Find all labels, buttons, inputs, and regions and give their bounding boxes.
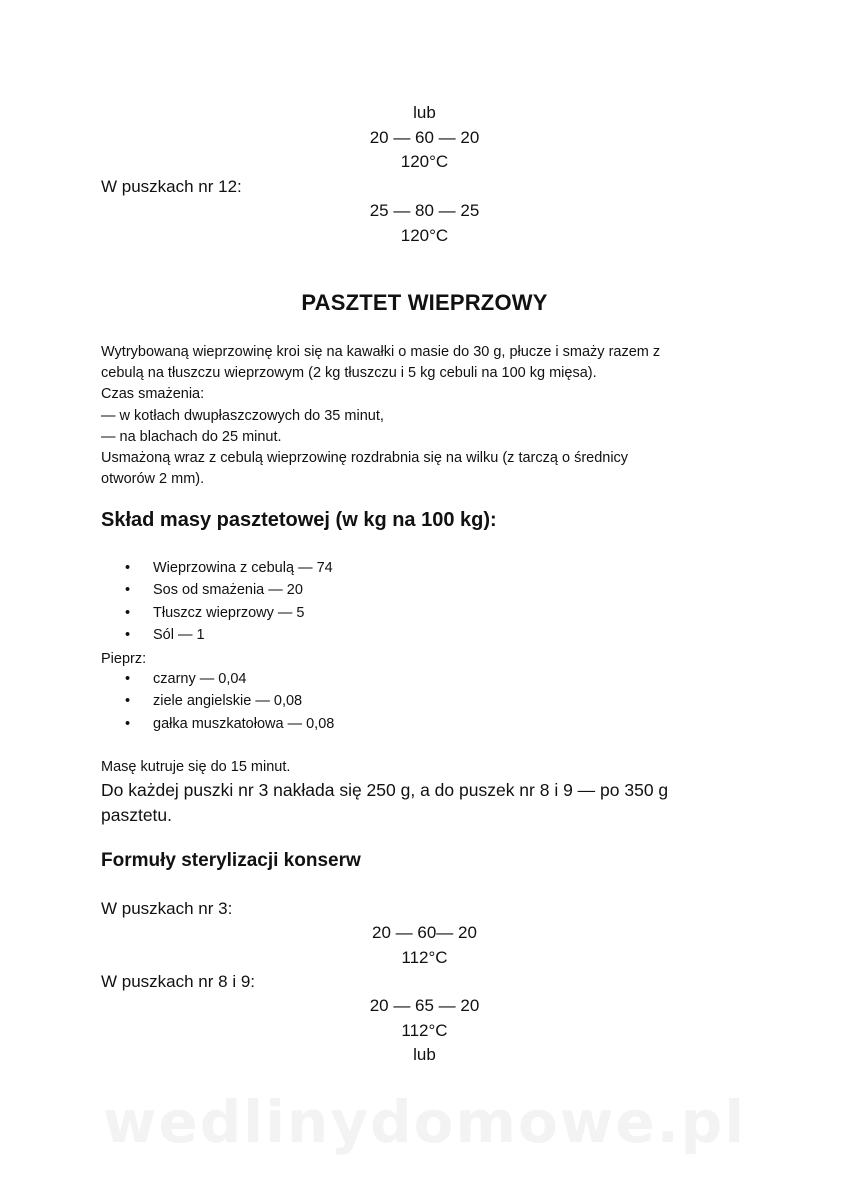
formula-block-top bbox=[0, 101, 849, 175]
intro-paragraph bbox=[101, 342, 751, 490]
filling-line: pasztetu. bbox=[101, 804, 173, 825]
list-item: • Wieprzowina z cebulą — 74 bbox=[101, 557, 333, 579]
formula-temperature: 120°C bbox=[400, 152, 449, 171]
list-item: • gałka muszkatołowa — 0,08 bbox=[101, 713, 334, 735]
pepper-list bbox=[101, 668, 334, 735]
filling-line: Do każdej puszki nr 3 nakłada się 250 g, a do puszek nr 8 i 9 — po 350 g bbox=[101, 780, 669, 800]
formula-block-8-9 bbox=[0, 994, 849, 1068]
list-item: • ziele angielskie — 0,08 bbox=[101, 690, 334, 712]
formula-block-3 bbox=[0, 921, 849, 970]
can-label-8-9: W puszkach nr 8 i 9: bbox=[101, 972, 256, 991]
can-label-3: W puszkach nr 3: bbox=[101, 899, 233, 918]
intro-line: — w kotłach dwupłaszczowych do 35 minut, bbox=[101, 407, 384, 424]
formula-or: lub bbox=[413, 103, 436, 122]
list-item: • Sos od smażenia — 20 bbox=[101, 579, 333, 601]
list-item: • czarny — 0,04 bbox=[101, 668, 334, 690]
can-label-12: W puszkach nr 12: bbox=[101, 177, 242, 196]
formula-times: 20 — 60 — 20 bbox=[369, 127, 480, 147]
formula-temperature: 112°C bbox=[401, 1020, 448, 1040]
intro-line: — na blachach do 25 minut. bbox=[101, 428, 282, 445]
intro-line: Usmażoną wraz z cebulą wieprzowinę rozdrabnia się na wilku (z tarczą o średnicy bbox=[101, 450, 629, 467]
mixing-note: Masę kutruje się do 15 minut. bbox=[101, 759, 291, 775]
site-watermark: wedlinydomowe.pl bbox=[102, 1088, 747, 1156]
formula-times: 25 — 80 — 25 bbox=[369, 201, 480, 220]
pepper-label: Pieprz: bbox=[101, 651, 147, 667]
recipe-title: PASZTET WIEPRZOWY bbox=[301, 290, 548, 315]
formula-times: 20 — 65 — 20 bbox=[369, 996, 480, 1015]
formula-block-12 bbox=[0, 199, 849, 248]
sterilization-heading: Formuły sterylizacji konserw bbox=[101, 850, 361, 871]
intro-line: Wytrybowaną wieprzowinę kroi się na kawałki o masie do 30 g, płucze i smaży razem z bbox=[101, 344, 661, 360]
composition-heading: Skład masy pasztetowej (w kg na 100 kg): bbox=[101, 509, 497, 531]
filling-note bbox=[101, 778, 761, 827]
formula-or: lub bbox=[413, 1045, 436, 1064]
formula-times: 20 — 60— 20 bbox=[372, 923, 477, 942]
list-item: • Sól — 1 bbox=[101, 624, 333, 646]
intro-line: cebulą na tłuszczu wieprzowym (2 kg tłuszczu i 5 kg cebuli na 100 kg mięsa). bbox=[101, 365, 597, 382]
formula-temperature: 120°C bbox=[400, 225, 449, 245]
intro-line: otworów 2 mm). bbox=[101, 471, 205, 488]
list-item: • Tłuszcz wieprzowy — 5 bbox=[101, 602, 333, 624]
intro-line: Czas smażenia: bbox=[101, 386, 205, 403]
composition-list bbox=[101, 557, 333, 646]
formula-temperature: 112°C bbox=[401, 947, 448, 967]
